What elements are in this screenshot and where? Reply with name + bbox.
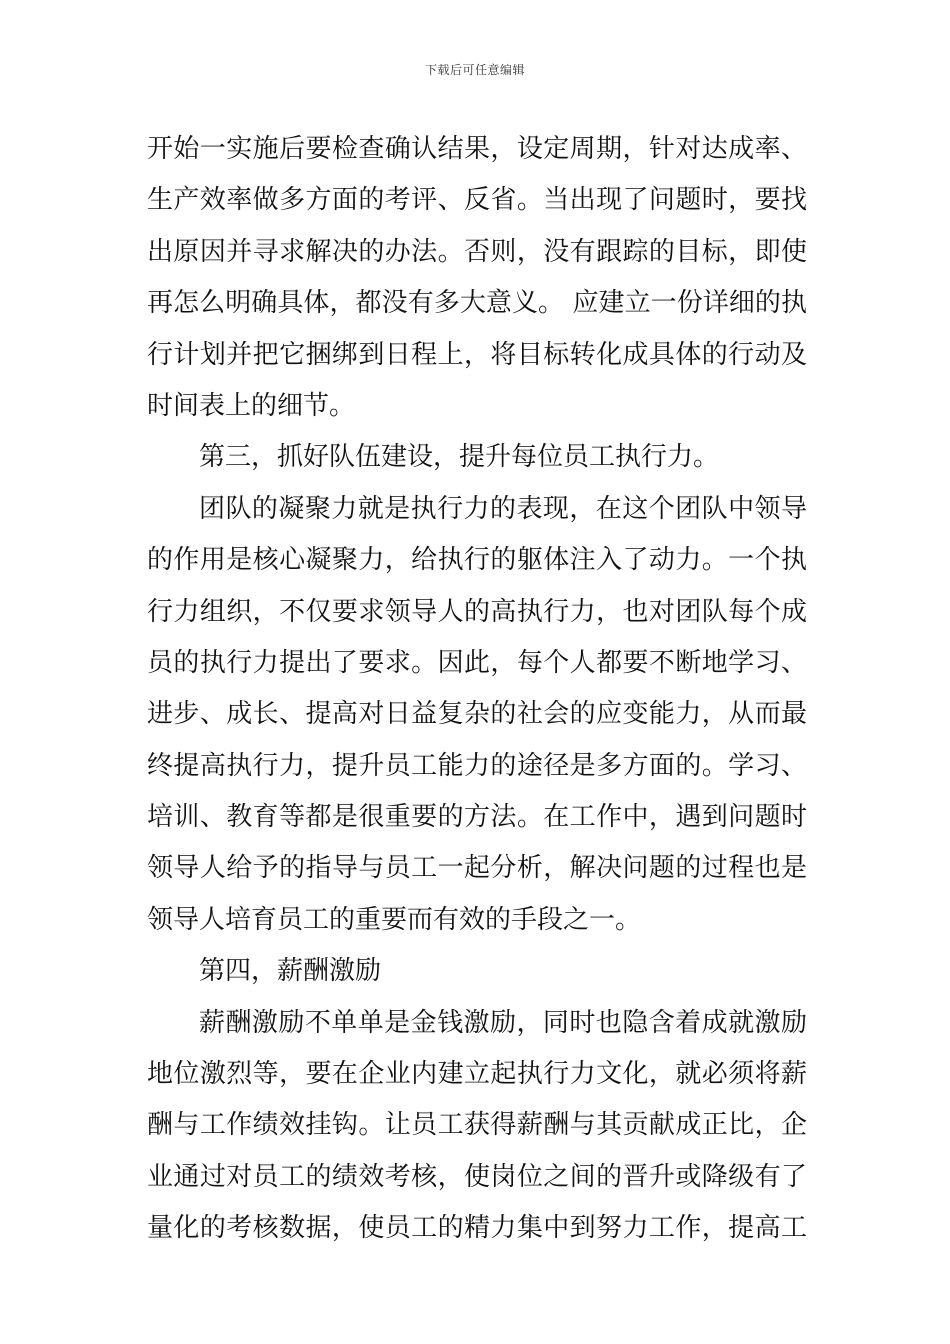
text-line: 酬与工作绩效挂钩。让员工获得薪酬与其贡献成正比，企 (147, 1110, 807, 1141)
text-line: 业通过对员工的绩效考核，使岗位之间的晋升或降级有了 (147, 1161, 807, 1192)
text-line: 开始一实施后要检查确认结果，设定周期，针对达成率、 (147, 134, 807, 164)
text-line: 行计划并把它捆绑到日程上，将目标转化成具体的行动及 (147, 339, 807, 370)
text-line: 的作用是核心凝聚力，给执行的躯体注入了动力。一个执 (147, 545, 807, 576)
text-line: 进步、成长、提高对日益复杂的社会的应变能力，从而最 (147, 699, 807, 730)
text-line: 地位激烈等，要在企业内建立起执行力文化，就必须将薪 (147, 1059, 807, 1090)
text-line: 薪酬激励不单单是金钱激励，同时也隐含着成就激励 (199, 1007, 807, 1038)
text-line: 时间表上的细节。 (147, 390, 356, 421)
text-line: 第四，薪酬激励 (199, 956, 382, 987)
text-line: 生产效率做多方面的考评、反省。当出现了问题时，要找 (147, 185, 807, 216)
text-line: 终提高执行力，提升员工能力的途径是多方面的。学习、 (147, 750, 807, 781)
text-line: 团队的凝聚力就是执行力的表现，在这个团队中领导 (199, 493, 807, 524)
text-line: 员的执行力提出了要求。因此，每个人都要不断地学习、 (147, 647, 807, 678)
text-line: 再怎么明确具体，都没有多大意义。 应建立一份详细的执 (147, 288, 807, 319)
text-line: 领导人培育员工的重要而有效的手段之一。 (147, 904, 642, 935)
body-text (147, 124, 807, 1255)
text-line: 第三，抓好队伍建设，提升每位员工执行力。 (199, 442, 720, 473)
text-line: 行力组织，不仅要求领导人的高执行力，也对团队每个成 (147, 596, 807, 627)
text-line: 领导人给予的指导与员工一起分析，解决问题的过程也是 (147, 853, 807, 884)
text-line: 量化的考核数据，使员工的精力集中到努力工作，提高工 (147, 1213, 807, 1244)
page-header: 下载后可任意编辑 (424, 63, 525, 77)
text-line: 培训、教育等都是很重要的方法。在工作中，遇到问题时 (147, 802, 807, 833)
text-line: 出原因并寻求解决的办法。否则，没有跟踪的目标，即使 (147, 236, 807, 267)
